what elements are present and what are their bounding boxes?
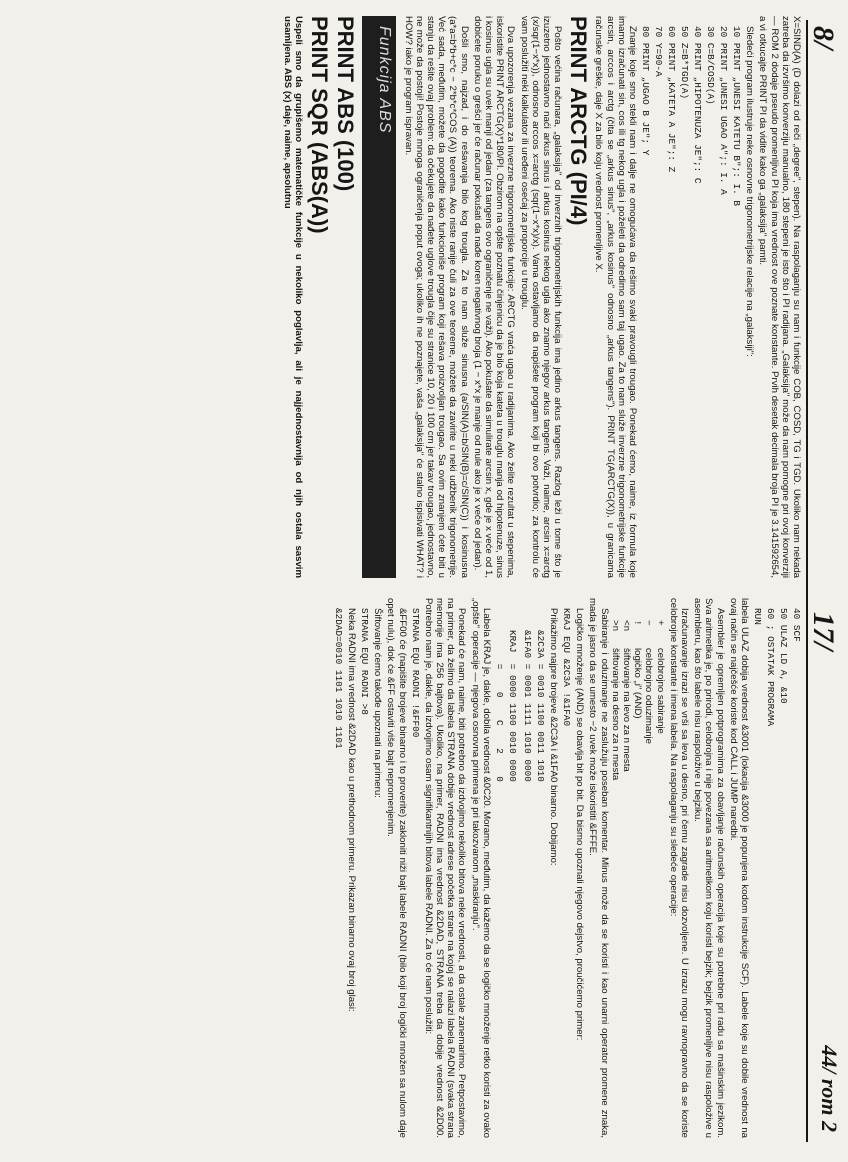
operator-meaning: šiftovanje na levo za n mesta — [620, 648, 632, 772]
operator-item — [610, 620, 621, 1138]
program-line: 20 PRINT „UNESI UGAO A";: I. A — [717, 26, 729, 195]
body-paragraph: labela ULAZ dobija vrednost &3001 (lokacija &3000 je popunjena kodom instrukcije SCF). Labele koje su dobile vrednost na ovaj način se najčešće koriste kod CALL i JUMP naredbi. — [727, 598, 750, 1138]
operator-symbol: + — [654, 620, 666, 626]
arctg-paragraph: Došli smo, najzad, i do rešavanja bilo kog trougla. Za to nam služe sinusna (a/SIN(A)=b/SIN(B)=c/SIN(C)) i kosinusna (a*a=b*b+c*c − 2*b*c*COS (A)) teorema. Ako niste ranije čuli za ove teoreme, možete da zavirite u neki udžbenik trigonometrije. Već sada, međutim, možete da pogodite kako funkcioniše program koji rešava proizvoljan trougao. Sa ovim znanjem ćete biti u stanju da rešite ovaj problem: da očekujete da nađete uglove trougla čije su stranice 10, 20 i 100 cm jer takav trougao, jednostavno, ne može da postoji! Postoje mnoga ograničenja poput ovoga; ukoliko ih ne poznajete, vaša „galaksija" će stalno ispisivati WHAT? i HOW? iako je program ispravan. — [402, 16, 470, 578]
body-paragraph: Prikažimo najpre brojeve &2C3A i &1FA0 binarno. Dobijamo: — [547, 608, 559, 866]
shift-line: STRANA EQU RADNI >8 — [358, 608, 370, 715]
after-program-paragraph: Znanje koje smo stekli nam i dalje ne omogućava da rešimo svaki pravougli trougao. Ponekad ćemo, naime, iz formula koje imamo izračunati sin, cos ili tg nekog ugla i poželeti da odredimo sam taj ugao. Za to nam služe inverzne trigonometrijske funkcije arcsin, arccos i arctg (čita se „arkus sinus", „arkus kosinus" odnosno „arkus tangens"). PRINT TG(ARCTG(X)), u granicama računske greške, daje X za bilo koju vrednost promenljive X. — [593, 16, 638, 578]
listing-tail — [752, 598, 802, 1138]
body-paragraph: Neka RADNI ima vrednost &2DAD kao u prethodnom primeru. Prikazan binarno ovaj broj glasi: — [345, 608, 357, 1012]
program-line: 40 PRINT „HIPOTENUZA JE";: C — [691, 26, 703, 184]
intro-paragraph: X=SIND(A) (D dolazi od reči „degree", stepen). Na raspolaganju su nam i funkcije COB, COSD, TG i TGD. Ukoliko nam nekada zatreba da izvršimo konverziju manualno, 180 stepeni je isto što i PI radijana. „Galaksija" može da nam pomogne pri ovoj konverziji — ROM 2 dodaje pseudo promenljivu PI koja ima vrednost ove poznate konstante. Prvih desetak decimala broja PI je 3.141592654, a vi otkucajte PRINT PI da vidite kako ga „galaksija" pamti. — [757, 16, 802, 578]
example-line: KRAJ EQU &2C3A !&1FA0 — [560, 608, 572, 727]
arctg-paragraph: Dva upozorenja vezana za inverzne trigonometrijske funkcije: ARCTG vraća ugao u radijanima. Ako želite rezultat u stepenima, iskoristite PRINT ARCTG(X)*180/PI. Obzirom na opšte poznatu činjenicu da je bilo koja kateta u trouglu manja od hipotenuze, sinus i kosinus ugla su uvek manji od jedan (za tangens ovo ograničenje ne važi). Ako pokušate da simulirate arcsin x, gde je x veće od 1, dobićete poruku o grešci jer će računar pokušati da nađe koren negativnog broja (1 − x*x je manje od nule ako je x veće od jedan). — [471, 16, 517, 578]
body-paragraph: Ponekad će nam, naime, biti potrebno da izdvojimo nekoliko bitova neke vrednosti, a da ostale zanemarimo. Pretpostavimo, na primer, da želimo da labela STRANA dobije vrednost adrese početka strane na kojoj se nalazi labela RADNI (svaka strana memorije ima 256 bajtova). Ukoliko, na primer, RADNI ima vrednost &2DAD, STRANA treba da dobije vrednost &2D00. Potrebno nam je, dakle, da izdvojimo osam signifikantnijih bitova labele RADNI. Za to će nam poslužiti: — [422, 598, 468, 1138]
program-line: 70 Y=90-A — [652, 26, 664, 77]
operator-symbol: <n — [620, 620, 632, 632]
intro-paragraph: Sledeći program ilustruje neke osnovne trigonometrijske relacije na „galaksiji": — [744, 26, 756, 357]
operator-meaning: celobrojno oduzimanje — [643, 648, 655, 744]
section-box-heading: Funkcija ABS — [362, 16, 396, 578]
operator-symbol: >n — [609, 620, 621, 632]
binary-row: &2C3A = 0010 1100 0011 1010 — [534, 630, 546, 782]
binary-row: &1FA0 = 0001 1111 1010 0000 — [521, 630, 533, 782]
page-header — [806, 20, 842, 1142]
program-line: 30 C=B/COSD(A) — [704, 26, 716, 105]
right-column — [331, 598, 802, 1138]
binary-result-row: = 0 C 2 0 — [493, 630, 505, 782]
program-line: 60 PRINT „KATETA A JE";: Z — [665, 26, 677, 173]
operator-item — [621, 620, 632, 1138]
operator-item — [643, 620, 654, 1138]
operator-meaning: šiftovanje na desno za n mesta — [609, 648, 621, 781]
body-paragraph: Šiftovanje ćemo takođe upoznati na primeru: — [372, 608, 384, 798]
left-column — [280, 16, 802, 578]
page-folio: 44/ rom 2 — [817, 1045, 842, 1132]
operator-meaning: logičko „i" (AND) — [632, 648, 644, 719]
strana-line: STRANA EQU RADNI !&FF00 — [409, 608, 421, 738]
body-paragraph: Asembler je opremljen potprogramima za obavljanje računskih operacija koje su potrebne pri radu sa mašinskim jezikom. Sva aritmetika je, po prirodi, celobrojna i nije povezana sa aritmetikom koju koristi bejzik; bejzik promenljive nisu raspoložive u asembleru, kao što labele nisu raspoložive u bejziku. — [692, 598, 726, 1138]
operator-symbol: − — [643, 620, 655, 626]
operator-symbol: ! — [632, 620, 644, 626]
program-line: 10 PRINT „UNESI KATETU B";: I. B — [730, 26, 742, 207]
program-line: 50 Z=B*TGD(A) — [678, 26, 690, 100]
operator-item — [632, 620, 643, 1138]
listing-line: RUN — [752, 608, 763, 625]
operator-item — [654, 620, 665, 1138]
left-page-number: 8/ — [807, 26, 840, 50]
body-paragraph: Sabiranje i oduzimanje ne zaslužuju poseban komentar. Minus može da se koristi i kao unarni operator promene znaka, mada je jasno da se umesto −2 uvek može iskoristiti &FFFE. — [587, 598, 610, 1138]
operator-meaning: celobrojno sabiranje — [654, 648, 666, 734]
abs-heading: PRINT ABS (100) — [333, 16, 359, 192]
program-line: 80 PRINT „UGAO B JE"; Y — [639, 26, 651, 156]
body-paragraph: Izračunavanje izrazi se vrši sa leva u desno, pri čemu zagrade nisu dozvoljene. U izrazu mogu ravnopravno da se koriste celobrojne konstante i imena labela. Na raspolaganju su sledeće operacije: — [667, 598, 690, 1138]
listing-line: 50 ULAZ LD A, &10 — [778, 608, 789, 704]
listing-line: 40 SCF — [791, 608, 802, 642]
body-paragraph: Labela KRAJ je, dakle, dobila vrednost &0C20. Moramo, međutim, da kažemo da se logičko množenje retko koristi za ovako „opšte" operacije — njegova osnovna primena je pri takozvanom „maskiranju". — [469, 598, 492, 1138]
body-paragraph: &FF00 će (napišite brojeve binarno i to proverite) zakloniti niži bajt labele RADNI (bilo koji broj logički množen sa nulom daje opet nulu), dok će &FF ostaviti više bajt nepromenjenim. — [385, 598, 408, 1138]
operator-list — [610, 620, 666, 1138]
abs-paragraph: Uspeli smo da grupišemo matematičke funkcije u nekoliko poglavlja, ali je najjednostavnija od njih ostala sasvim usamljena. ABS (x) daje, naime, apsolutnu — [282, 16, 305, 578]
abs-heading: PRINT SQR (ABS(A)) — [307, 16, 333, 234]
program-listing — [640, 16, 742, 578]
arctg-heading: PRINT ARCTG (PI/4) — [566, 16, 592, 226]
arctg-paragraph: Pošto većina računara, „galaksija" od inverznih trigonometrijskih funkcija ima jedino arkus tangens. Razlog leži u tome što je izuzetno jednostavno naći arkus sinus i arkus kosinus nekog ugla ako znamo njegov arkus tangens. Važi, naime, arcsin x=arctg (x/sqr(1−x*x)), odnosno arccos x=arctg (sqr(1−x*x)/x). Vama ostavljamo da napišete program koji bi ovo potvrdio; za kontrolu će vam poslužiti neki kalkulator ili uređeni osećaj za proporcije u trouglu. — [518, 16, 564, 578]
final-binary-line: &2DAD=0010 1101 1010 1101 — [332, 608, 344, 749]
listing-line: 60 ; OSTATAK PROGRAMA — [765, 608, 776, 727]
body-paragraph: Logičko množenje (AND) se obavlja bit po bit. Da bismo upoznali njegovo dejstvo, proučićemo primer: — [574, 608, 586, 1041]
binary-result-row: KRAJ = 0000 1100 0010 0000 — [506, 630, 518, 782]
binary-table — [494, 620, 546, 1138]
right-page-number: 17/ — [807, 612, 840, 651]
